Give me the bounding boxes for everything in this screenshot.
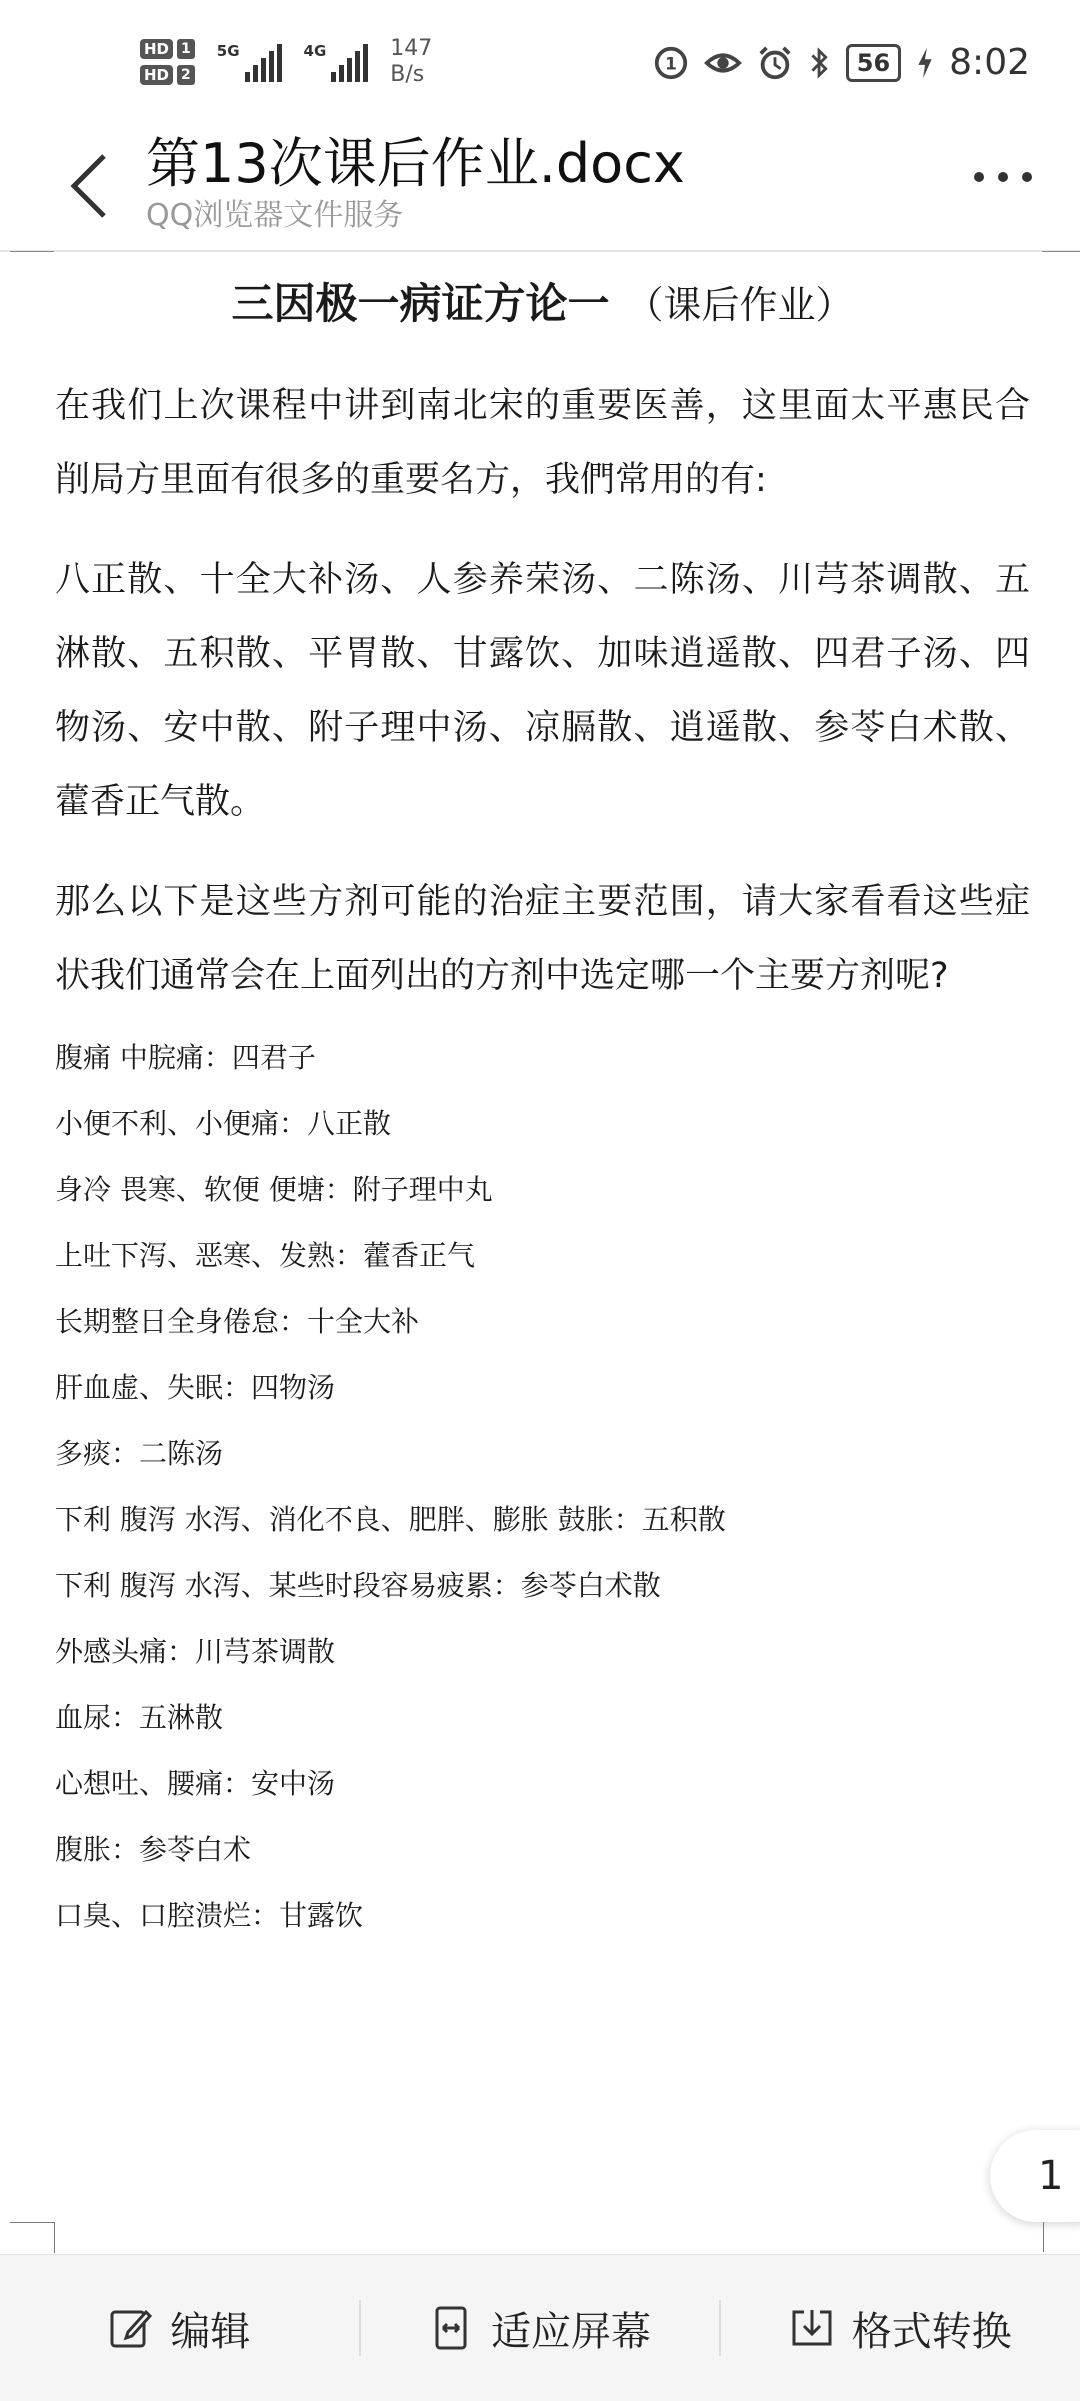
list-item: 肝血虚、失眠：四物汤 — [55, 1371, 336, 1404]
page-number: 1 — [1038, 2153, 1064, 2199]
sim2-number: 2 — [177, 65, 195, 85]
signal-5g-icon — [217, 42, 282, 82]
paragraph-formulas: 八正散、十全大补汤、人参养荣汤、二陈汤、川芎茶调散、五淋散、五积散、平胃散、甘露饮、加味逍遥散、四君子汤、四物汤、安中散、附子理中汤、凉膈散、逍遥散、参苓白术散、藿香正气散。 — [55, 560, 1030, 822]
list-item: 血尿：五淋散 — [55, 1701, 224, 1734]
title-bar — [0, 130, 1080, 250]
download-convert-icon — [790, 2306, 834, 2350]
sim2-indicator — [140, 65, 195, 85]
page-number-indicator[interactable] — [990, 2130, 1080, 2222]
bluetooth-icon — [808, 44, 832, 82]
edit-label: 编辑 — [170, 2308, 251, 2355]
sim-indicators — [140, 39, 195, 85]
alarm-icon — [756, 44, 794, 82]
page-corner-mark — [10, 2222, 55, 2253]
hd1-badge: HD — [140, 39, 173, 59]
document-title: 第13次课后作业.docx — [146, 132, 685, 195]
list-item: 腹痛 中脘痛：四君子 — [55, 1041, 316, 1074]
list-item: 外感头痛：川芎茶调散 — [55, 1635, 336, 1668]
list-item: 腹胀：参苓白术 — [55, 1833, 252, 1866]
charging-icon — [915, 44, 935, 82]
fit-screen-icon — [429, 2306, 473, 2350]
list-item: 长期整日全身倦怠：十全大补 — [55, 1305, 420, 1338]
edit-icon — [108, 2306, 152, 2350]
svg-text:1: 1 — [664, 54, 677, 75]
document-body[interactable] — [55, 250, 1030, 1949]
sim1-indicator — [140, 39, 195, 59]
status-left — [140, 36, 432, 88]
symptom-list — [55, 1025, 1030, 1949]
heading-sub: （课后作业） — [625, 283, 854, 327]
speed-value: 147 — [390, 36, 433, 61]
list-item: 下利 腹泻 水泻、消化不良、肥胖、膨胀 鼓胀：五积散 — [55, 1503, 726, 1536]
list-item: 小便不利、小便痛：八正散 — [55, 1107, 392, 1140]
signal-4g-icon — [304, 42, 369, 82]
fit-screen-label: 适应屏幕 — [491, 2308, 651, 2355]
back-arrow-icon[interactable] — [60, 146, 120, 226]
edit-button[interactable] — [0, 2255, 359, 2401]
page-corner-mark — [1043, 2222, 1044, 2252]
document-source: QQ浏览器文件服务 — [146, 198, 404, 233]
page-corner-mark — [10, 251, 54, 252]
sim1-number: 1 — [177, 39, 195, 59]
more-options-icon[interactable] — [974, 172, 1032, 182]
speed-unit: B/s — [390, 62, 425, 87]
list-item: 身冷 畏寒、软便 便塘：附子理中丸 — [55, 1173, 493, 1206]
document-heading — [55, 274, 1030, 343]
list-item: 下利 腹泻 水泻、某些时段容易疲累：参苓白术散 — [55, 1569, 661, 1602]
list-item: 上吐下泻、恶寒、发熟：藿香正气 — [55, 1239, 476, 1272]
bottom-toolbar — [0, 2254, 1080, 2401]
net1-label: 5G — [216, 42, 240, 60]
list-item: 心想吐、腰痛：安中汤 — [55, 1767, 336, 1800]
list-item: 多痰：二陈汤 — [55, 1437, 224, 1470]
list-item: 口臭、口腔溃烂：甘露饮 — [55, 1899, 364, 1932]
paragraph-question: 那么以下是这些方剂可能的治症主要范围，请大家看看这些症状我们通常会在上面列出的方剂中选定哪一个主要方剂呢? — [55, 882, 1030, 996]
format-convert-button[interactable] — [721, 2255, 1080, 2401]
data-saver-icon — [652, 44, 690, 82]
fit-screen-button[interactable] — [361, 2255, 720, 2401]
status-bar — [0, 0, 1080, 130]
network-speed — [390, 36, 432, 88]
heading-main: 三因极一病证方论一 — [231, 279, 610, 328]
page-corner-mark — [1042, 251, 1080, 252]
hd2-badge: HD — [140, 65, 173, 85]
net2-label: 4G — [303, 42, 327, 60]
status-right — [652, 42, 1030, 83]
battery-level: 56 — [846, 44, 901, 82]
format-convert-label: 格式转换 — [851, 2308, 1012, 2355]
clock-time: 8:02 — [949, 42, 1030, 83]
paragraph-intro: 在我们上次课程中讲到南北宋的重要医善，这里面太平惠民合削局方里面有很多的重要名方，我們常用的有: — [55, 386, 1030, 500]
eye-comfort-icon — [704, 44, 742, 82]
